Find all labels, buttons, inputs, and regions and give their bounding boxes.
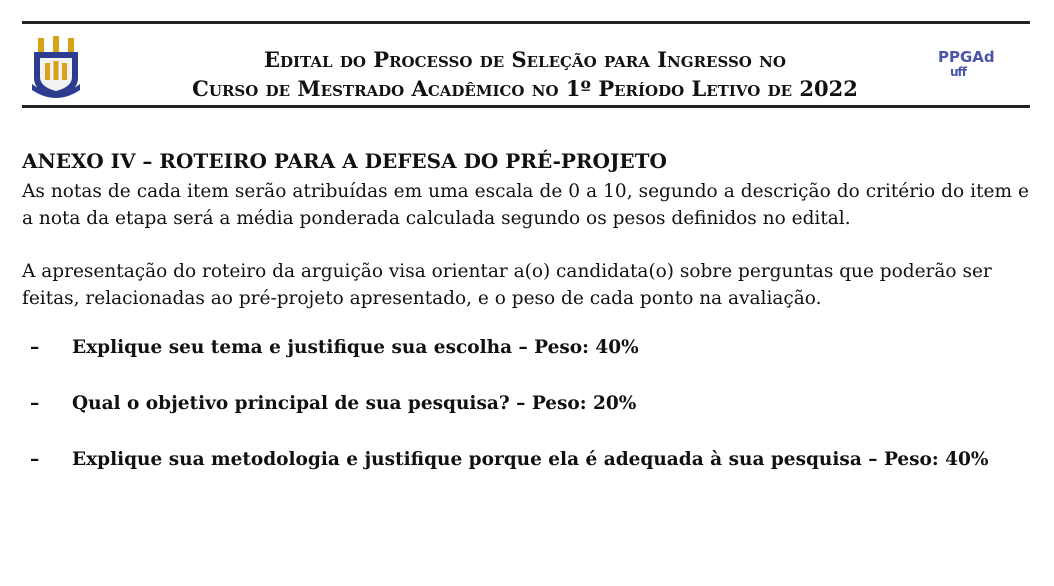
ppgad-logo <box>930 48 1002 88</box>
bullet-dash: – <box>30 449 40 470</box>
ppgad-logo-uff: uff <box>950 65 966 79</box>
document-body <box>22 146 1029 502</box>
grading-paragraph: As notas de cada item serão atribuídas em uma escala de 0 a 10, segundo a descrição do critério do item e a nota da etapa será a média ponderada calculada segundo os pesos definidos no edital. <box>22 181 1029 229</box>
question-item <box>22 390 1029 417</box>
bullet-dash: – <box>30 337 40 358</box>
question-item <box>22 446 1029 473</box>
question-text: Explique seu tema e justifique sua escolha – Peso: 40% <box>72 337 639 358</box>
header-top-rule <box>22 21 1030 24</box>
header-title <box>100 45 950 103</box>
question-list <box>22 334 1029 473</box>
uff-seal-icon <box>30 36 82 100</box>
annex-title: ANEXO IV – ROTEIRO PARA A DEFESA DO PRÉ-PROJETO <box>22 149 667 173</box>
question-item <box>22 334 1029 361</box>
header-bottom-rule <box>22 105 1030 108</box>
presentation-paragraph: A apresentação do roteiro da arguição visa orientar a(o) candidata(o) sobre perguntas que poderão ser feitas, relacionadas ao pré-projeto apresentado, e o peso de cada ponto na avaliação. <box>22 261 992 309</box>
header-title-line2: Curso de Mestrado Acadêmico no 1º Período Letivo de 2022 <box>192 76 858 101</box>
question-text: Explique sua metodologia e justifique porque ela é adequada à sua pesquisa – Peso: 40% <box>72 449 989 470</box>
ppgad-logo-text: PPGAd <box>938 48 995 66</box>
question-text: Qual o objetivo principal de sua pesquisa? – Peso: 20% <box>72 393 637 414</box>
bullet-dash: – <box>30 393 40 414</box>
header-title-line1: Edital do Processo de Seleção para Ingresso no <box>264 47 786 72</box>
